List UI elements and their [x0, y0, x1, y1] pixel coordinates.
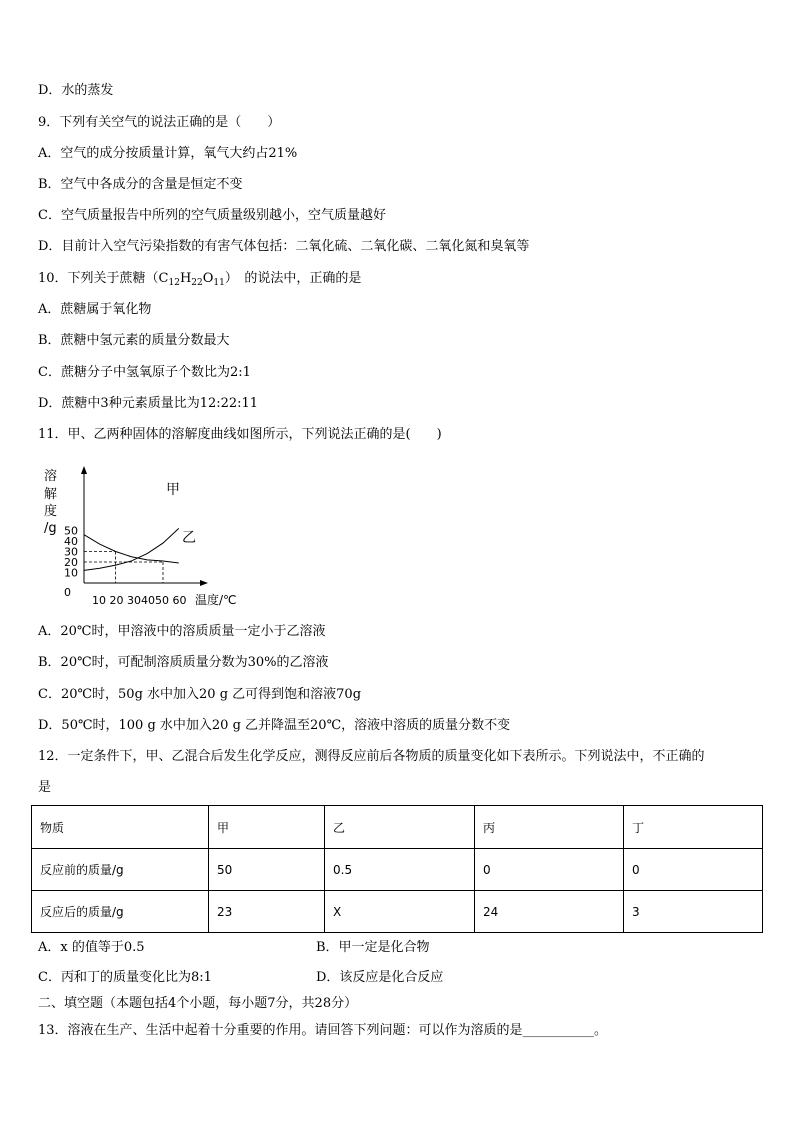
- q10-option-b: B．蔗糖中氢元素的质量分数最大: [38, 333, 230, 348]
- y-axis-label-char: /g: [44, 521, 57, 536]
- q12-option-a: A．x 的值等于0.5: [38, 940, 145, 955]
- q12-stem-2: 是: [38, 780, 52, 795]
- series-line-yi: [84, 535, 179, 563]
- q9-option-b: B．空气中各成分的含量是恒定不变: [38, 177, 243, 192]
- table-cell: 反应后的质量/g: [32, 891, 209, 933]
- q10-option-c: C．蔗糖分子中氢氧原子个数比为2:1: [38, 365, 251, 380]
- table-header-cell: 丁: [624, 806, 763, 849]
- q10-stem-pre: 10．下列关于蔗糖（C: [38, 271, 169, 286]
- table-cell: 3: [624, 891, 763, 933]
- series-label-jia: 甲: [166, 482, 180, 498]
- table-cell: 50: [209, 849, 325, 891]
- y-axis-label-char: 解: [44, 487, 58, 502]
- x-axis-arrow: [200, 580, 208, 586]
- table-cell: X: [325, 891, 475, 933]
- q10-o: O: [202, 271, 214, 286]
- y-tick-label: 40: [64, 535, 78, 548]
- q10-sub-o: 11: [213, 278, 225, 288]
- q8-option-d: D．水的蒸发: [38, 83, 114, 98]
- q12-stem-1: 12．一定条件下，甲、乙混合后发生化学反应，测得反应前后各物质的质量变化如下表所示。下列说法中，不正确的: [38, 749, 705, 764]
- table-header-cell: 丙: [475, 806, 624, 849]
- table-header-cell: 乙: [325, 806, 475, 849]
- table-header-cell: 甲: [209, 806, 325, 849]
- y-tick-label: 20: [64, 556, 78, 569]
- q10-stem: [38, 271, 361, 291]
- y-tick-label: 10: [64, 566, 78, 580]
- table-cell: 24: [475, 891, 624, 933]
- q11-option-d: D．50℃时，100 g 水中加入20 g 乙并降温至20℃，溶液中溶质的质量分数不变: [38, 718, 511, 733]
- series-line-jia: [84, 528, 179, 570]
- table-header-cell: 物质: [32, 806, 209, 849]
- y-axis-label-char: 度: [44, 504, 58, 519]
- y-tick-label: 30: [64, 545, 78, 559]
- q11-option-c: C．20℃时，50g 水中加入20 g 乙可得到饱和溶液70g: [38, 687, 362, 702]
- q9-option-a: A．空气的成分按质量计算，氧气大约占21%: [38, 146, 298, 161]
- section-title: 二、填空题（本题包括4个小题，每小题7分，共28分）: [38, 996, 358, 1011]
- y-tick-label: 50: [64, 524, 78, 538]
- chart-guides: [84, 552, 163, 584]
- q10-option-a: A．蔗糖属于氧化物: [38, 302, 152, 317]
- q12-option-b: B．甲一定是化合物: [316, 940, 430, 955]
- table-header-row: [32, 806, 763, 849]
- q12-option-c: C．丙和丁的质量变化比为8:1: [38, 970, 212, 985]
- x-axis-label: 温度/℃: [195, 593, 237, 607]
- series-label-yi: 乙: [182, 530, 196, 546]
- y-axis-arrow: [81, 466, 87, 474]
- q9-option-d: D．目前计入空气污染指数的有害气体包括：二氧化硫、二氧化碳、二氧化氮和臭氧等: [38, 239, 530, 254]
- solubility-chart: [38, 460, 258, 610]
- q9-stem: 9．下列有关空气的说法正确的是（ ）: [38, 115, 281, 130]
- chart-series: [84, 528, 179, 570]
- q9-option-c: C．空气质量报告中所列的空气质量级别越小，空气质量越好: [38, 208, 386, 223]
- table-row: [32, 849, 763, 891]
- table-row: [32, 891, 763, 933]
- y-tick-label: 0: [64, 586, 71, 599]
- x-tick-labels: 10 20 304050 60: [92, 594, 187, 607]
- table-cell: 反应前的质量/g: [32, 849, 209, 891]
- q11-stem: 11．甲、乙两种固体的溶解度曲线如图所示，下列说法正确的是( ): [38, 427, 442, 442]
- q13-stem: 13．溶液在生产、生活中起着十分重要的作用。请回答下列问题：可以作为溶质的是___________。: [38, 1023, 608, 1038]
- q10-h: H: [179, 271, 192, 286]
- q10-sub-c: 12: [168, 278, 180, 288]
- q11-option-a: A．20℃时，甲溶液中的溶质质量一定小于乙溶液: [38, 624, 326, 639]
- table-cell: 0.5: [325, 849, 475, 891]
- y-axis-label-char: 溶: [44, 469, 58, 484]
- table-cell: 23: [209, 891, 325, 933]
- table-cell: 0: [475, 849, 624, 891]
- q12-option-d: D．该反应是化合反应: [316, 970, 444, 985]
- chart-labels: [44, 468, 237, 607]
- mass-change-table: [31, 805, 763, 933]
- table-cell: 0: [624, 849, 763, 891]
- q10-stem-post: ） 的说法中，正确的是: [224, 271, 362, 286]
- q11-option-b: B．20℃时，可配制溶质质量分数为30%的乙溶液: [38, 655, 329, 670]
- q10-option-d: D．蔗糖中3种元素质量比为12:22:11: [38, 396, 259, 411]
- q10-sub-h: 22: [191, 278, 203, 288]
